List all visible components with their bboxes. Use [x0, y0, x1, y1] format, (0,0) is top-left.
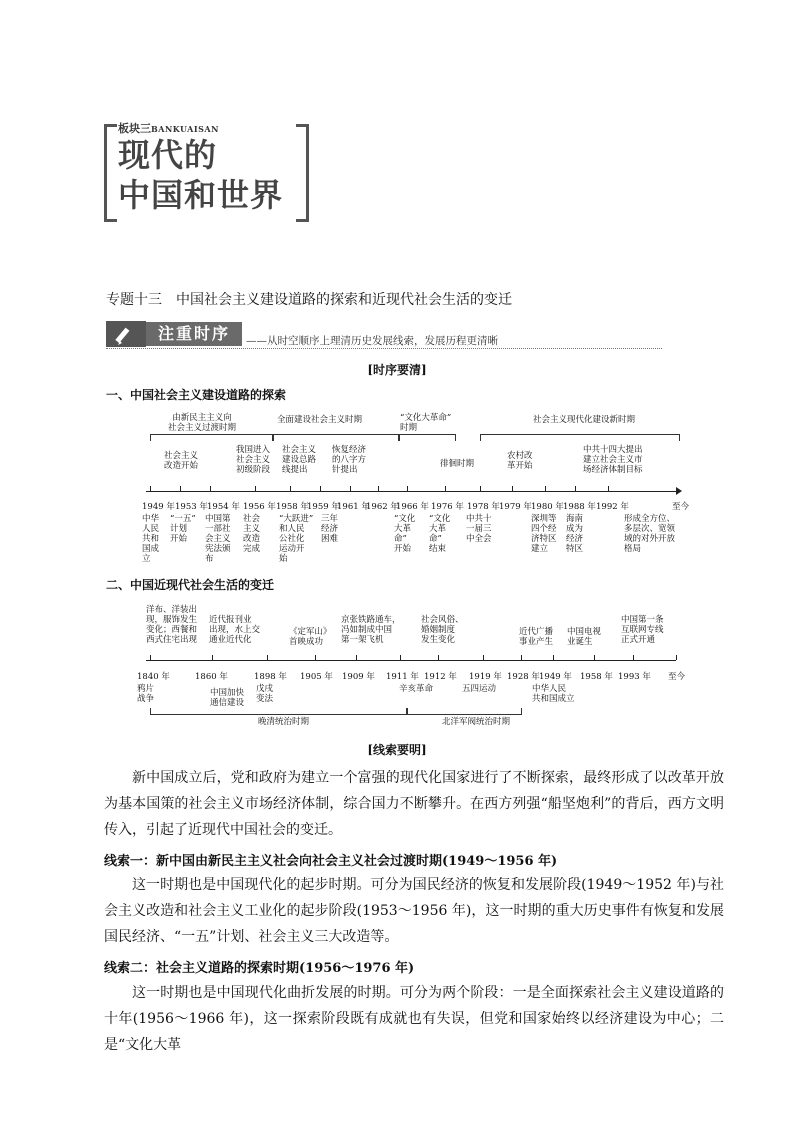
axis-year: 1961 年	[337, 502, 370, 512]
axis-year: 1980 年	[531, 502, 564, 512]
period-label: 社会主义现代化建设新时期	[533, 415, 636, 425]
axis-year: 1958 年	[580, 672, 613, 682]
axis-tick	[575, 486, 576, 491]
timeline-axis	[146, 491, 676, 492]
axis-tick	[350, 486, 351, 491]
axis-year: 1928 年	[507, 672, 540, 682]
period-bracket	[272, 434, 400, 441]
period-bracket	[480, 434, 680, 441]
event-lower: 辛亥革命	[399, 684, 434, 694]
event-lower: 中国第 一部社 会主义 宪法颁 布	[205, 514, 231, 564]
axis-tick	[407, 486, 408, 491]
axis-tick	[545, 486, 546, 491]
axis-tick	[378, 486, 379, 491]
axis-year: 1976 年	[431, 502, 464, 512]
axis-year: 1919 年	[469, 672, 502, 682]
axis-tick	[150, 486, 151, 491]
event-upper: 社会主义 改造开始	[164, 451, 199, 471]
event-lower: 中华人民 共和国成立	[532, 684, 575, 704]
section2-title: 二、中国近现代社会生活的变迁	[106, 578, 275, 592]
section-heading-clues: [线索要明]	[367, 743, 427, 757]
event-upper: 近代广播 事业产生	[519, 627, 554, 647]
intro-paragraph: 新中国成立后，党和政府为建立一个富强的现代化国家进行了不断探索，最终形成了以改革开放为基本国策的社会主义市场经济体制，综合国力不断攀升。在西方列强“船坚炮利”的背后，西方文明传入，引起了近现代中国社会的变迁。	[104, 770, 724, 838]
event-upper: 京张铁路通车， 冯如制成中国 第一架飞机	[341, 615, 401, 645]
event-upper: 中共十四大提出 建立社会主义市 场经济体制目标	[583, 445, 643, 475]
axis-tick	[521, 655, 522, 660]
period-bracket	[406, 708, 522, 715]
axis-tick	[633, 655, 634, 660]
event-lower: “文化 大革 命” 开始	[394, 514, 416, 554]
axis-tick	[553, 655, 554, 660]
event-lower: 深圳等 四个经 济特区 建立	[531, 514, 557, 554]
event-lower: “一五” 计划 开始	[170, 514, 196, 544]
event-upper: 近代报刊业 出现，水上交 通业近代化	[209, 615, 261, 645]
axis-year: 1993 年	[618, 672, 651, 682]
event-upper: 恢复经济 的八字方 针提出	[332, 445, 367, 475]
axis-tick	[150, 655, 151, 660]
axis-arrow-icon	[676, 487, 682, 495]
axis-year: 1953 年	[175, 502, 208, 512]
module-title-line1: 现代的	[118, 136, 218, 174]
axis-year: 1898 年	[254, 672, 287, 682]
event-lower: 三年 经济 困难	[321, 514, 339, 544]
axis-year: 1958 年	[276, 502, 309, 512]
axis-tick	[608, 486, 609, 491]
axis-year: 1911 年	[386, 672, 419, 682]
event-upper: 《定军山》 首映成功	[289, 627, 332, 647]
event-lower: 五四运动	[462, 684, 497, 694]
event-lower: 中华 人民 共和 国成 立	[142, 514, 160, 564]
section-heading-timeline: [时序要清]	[367, 363, 427, 377]
clue2-title: 线索二：社会主义道路的探索时期(1956～1976 年)	[104, 961, 415, 976]
axis-year: 1860 年	[195, 672, 228, 682]
period-label: 由新民主主义向 社会主义过渡时期	[168, 413, 237, 433]
axis-tick	[255, 486, 256, 491]
axis-tick	[400, 655, 401, 660]
axis-year: 1988 年	[563, 502, 596, 512]
axis-year: 1840 年	[137, 672, 170, 682]
board-label-cn: 板块三	[118, 122, 151, 135]
axis-tick	[267, 655, 268, 660]
axis-year: 1949 年	[142, 502, 175, 512]
axis-year: 1979 年	[499, 502, 532, 512]
axis-year: 1956 年	[243, 502, 276, 512]
axis-year: 1912 年	[424, 672, 457, 682]
clue2-text: 这一时期也是中国现代化曲折发展的时期。可分为两个阶段：一是全面探索社会主义建设道路的十年(1956～1966 年)，这一探索阶段既有成就也有失误，但党和国家始终以经济建设为中心；二是“文化大革	[104, 985, 724, 1053]
axis-year: 至今	[668, 672, 686, 682]
header-bracket-right	[296, 124, 309, 222]
clue1-text: 这一时期也是中国现代化的起步时期。可分为国民经济的恢复和发展阶段(1949～1952 年)与社会主义改造和社会主义工业化的起步阶段(1953～1956 年)，这一时期的重大历史事件有恢复和发展国民经济、“一五”计划、社会主义三大改造等。	[104, 877, 724, 945]
axis-tick	[445, 486, 446, 491]
event-lower: 社会 主义 改造 完成	[243, 514, 261, 554]
banner-divider	[106, 348, 662, 349]
axis-year: 1909 年	[342, 672, 375, 682]
event-upper: 社会风俗、 婚姻制度 发生变化	[421, 615, 464, 645]
axis-year: 1962 年	[366, 502, 399, 512]
axis-year: 1992 年	[596, 502, 629, 512]
axis-tick	[594, 655, 595, 660]
event-upper: 农村改 革开始	[507, 451, 533, 471]
event-upper: 中国第一条 互联网专线 正式开通	[621, 615, 664, 645]
axis-year: 1949 年	[539, 672, 572, 682]
axis-tick	[210, 486, 211, 491]
header-bracket-left	[104, 124, 117, 222]
period-bracket	[150, 434, 274, 441]
axis-tick	[483, 655, 484, 660]
event-upper: 中国电视 业诞生	[567, 627, 602, 647]
event-lower: 戊戌 变法	[256, 684, 274, 704]
event-upper: 社会主义 建设总路 线提出	[282, 445, 317, 475]
axis-year: 1954 年	[207, 502, 240, 512]
event-lower: 海南 成为 经济 特区	[566, 514, 584, 554]
axis-year: 至今	[672, 502, 690, 512]
axis-tick	[480, 486, 481, 491]
topic-title: 专题十三 中国社会主义建设道路的探索和近现代社会生活的变迁	[106, 292, 512, 308]
axis-tick	[315, 655, 316, 660]
period-label: “文化大革命” 时期	[400, 413, 452, 433]
period-bracket	[398, 434, 456, 441]
pencil-icon	[106, 321, 146, 347]
event-upper: 徘徊时期	[440, 459, 475, 469]
timeline-axis	[146, 660, 676, 661]
board-label	[118, 120, 219, 136]
axis-year: 1966 年	[396, 502, 429, 512]
axis-tick	[320, 486, 321, 491]
axis-tick	[512, 486, 513, 491]
axis-year: 1905 年	[300, 672, 333, 682]
axis-tick	[290, 486, 291, 491]
axis-tick	[676, 655, 677, 660]
banner-subtitle: ——从时空顺序上理清历史发展线索，发展历程更清晰	[246, 335, 498, 347]
board-label-en: BANKUAISAN	[151, 124, 219, 134]
axis-tick	[180, 486, 181, 491]
axis-tick	[438, 655, 439, 660]
section1-title: 一、中国社会主义建设道路的探索	[106, 388, 287, 402]
axis-year: 1959 年	[307, 502, 340, 512]
event-lower: 中国加快 通信建设	[210, 688, 245, 708]
event-lower: “大跃进” 和人民 公社化 运动开 始	[279, 514, 314, 564]
period-label: 全面建设社会主义时期	[277, 415, 363, 425]
event-lower: “文化 大革 命” 结束	[429, 514, 451, 554]
event-lower: 中共十 一届三 中全会	[466, 514, 492, 544]
axis-year: 1978 年	[467, 502, 500, 512]
period-bracket	[150, 708, 408, 715]
module-title-line2: 中国和世界	[118, 176, 284, 214]
event-lower: 形成全方位、 多层次、宽领 域的对外开放 格局	[624, 514, 676, 554]
clue1-title: 线索一：新中国由新民主主义社会向社会主义社会过渡时期(1949～1956 年)	[104, 854, 558, 869]
event-lower: 鸦片 战争	[137, 684, 155, 704]
event-upper: 洋布、洋装出 现，服饰发生 变化；西餐和 西式住宅出现	[146, 605, 198, 645]
axis-tick	[356, 655, 357, 660]
period-label: 晚清统治时期	[258, 717, 310, 727]
axis-tick	[212, 655, 213, 660]
banner-label: 注重时序	[146, 322, 242, 346]
period-label: 北洋军阀统治时期	[442, 717, 511, 727]
event-upper: 我国进入 社会主义 初级阶段	[236, 445, 271, 475]
